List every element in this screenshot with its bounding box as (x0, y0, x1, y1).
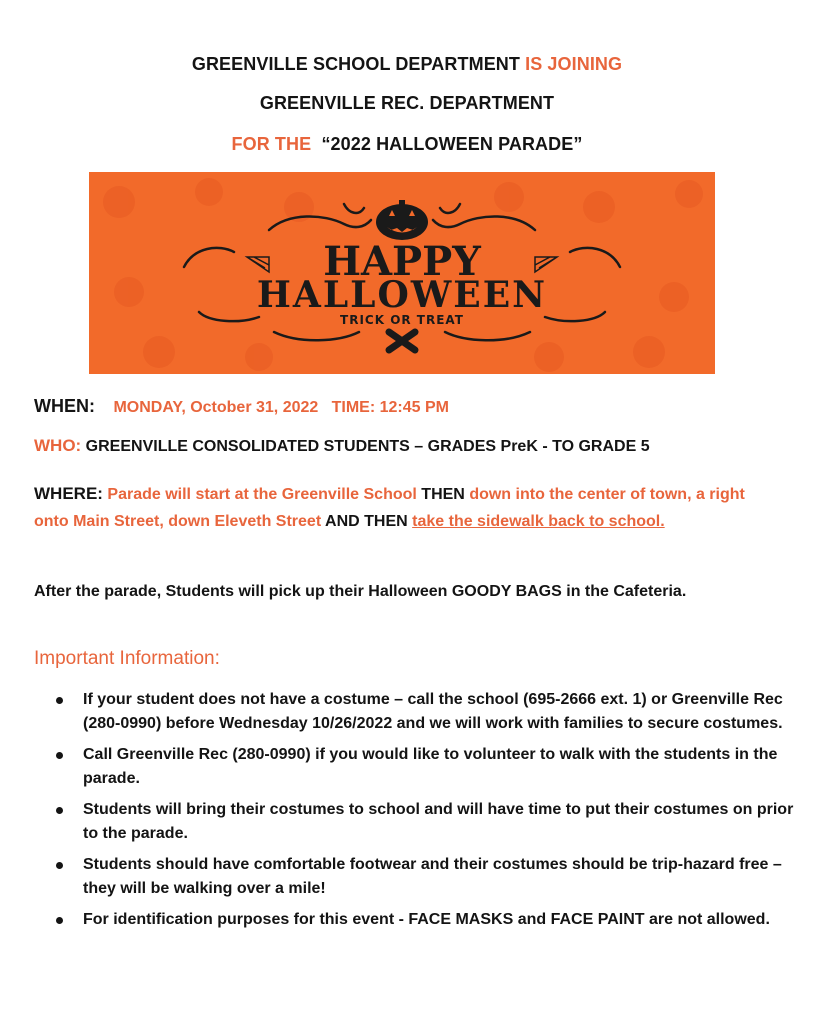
where-return: take the sidewalk back to school. (412, 513, 665, 530)
important-info-heading: Important Information: (34, 648, 220, 669)
list-item: For identification purposes for this event - FACE MASKS and FACE PAINT are not allowed. (83, 908, 803, 932)
header-line-3 (0, 134, 814, 155)
where-route: down into the center of town, a right onto Main Street, down Eleveth Street (34, 486, 745, 530)
where-label: WHERE: (34, 484, 103, 503)
header-line-1 (0, 54, 814, 75)
crossbones-icon (389, 332, 415, 350)
who-label: WHO: (34, 436, 82, 455)
header-joining: IS JOINING (525, 54, 623, 74)
cobweb-left-icon (247, 257, 269, 272)
where-then: THEN (421, 486, 465, 503)
header-parade-title: “2022 HALLOWEEN PARADE” (321, 134, 583, 154)
list-item: If your student does not have a costume – call the school (695-2666 ext. 1) or Greenville Rec (280-0990) before Wednesday 10/26/2022 and we will work with families to secure costumes. (83, 688, 803, 736)
halloween-banner-art (89, 172, 715, 374)
where-block (34, 480, 774, 535)
when-value: MONDAY, October 31, 2022 TIME: 12:45 PM (113, 399, 449, 416)
where-start: Parade will start at the Greenville School (107, 486, 417, 503)
header-school-dept: GREENVILLE SCHOOL DEPARTMENT (191, 54, 520, 74)
header-for-the: FOR THE (231, 134, 312, 154)
cobweb-right-icon (535, 257, 557, 272)
banner-happy: HAPPY (323, 238, 481, 285)
list-item: Students should have comfortable footwear and their costumes should be trip-hazard free – they will be walking over a mile! (83, 853, 803, 901)
after-parade-note: After the parade, Students will pick up their Halloween GOODY BAGS in the Cafeteria. (34, 583, 687, 600)
who-value: GREENVILLE CONSOLIDATED STUDENTS – GRADES PreK - TO GRADE 5 (85, 438, 650, 455)
important-info-list (50, 688, 803, 939)
list-item: Students will bring their costumes to school and will have time to put their costumes on prior to the parade. (83, 798, 803, 846)
halloween-banner (89, 172, 715, 374)
when-row (34, 396, 449, 417)
where-and-then: AND THEN (325, 513, 408, 530)
header-line-2: GREENVILLE REC. DEPARTMENT (259, 93, 555, 113)
banner-halloween: HALLOWEEN (256, 274, 548, 316)
banner-trick-or-treat: TRICK OR TREAT (340, 313, 464, 327)
pumpkin-icon (376, 200, 428, 240)
when-label: WHEN: (34, 396, 95, 416)
list-item: Call Greenville Rec (280-0990) if you would like to volunteer to walk with the students in the parade. (83, 743, 803, 791)
who-row (34, 436, 650, 456)
